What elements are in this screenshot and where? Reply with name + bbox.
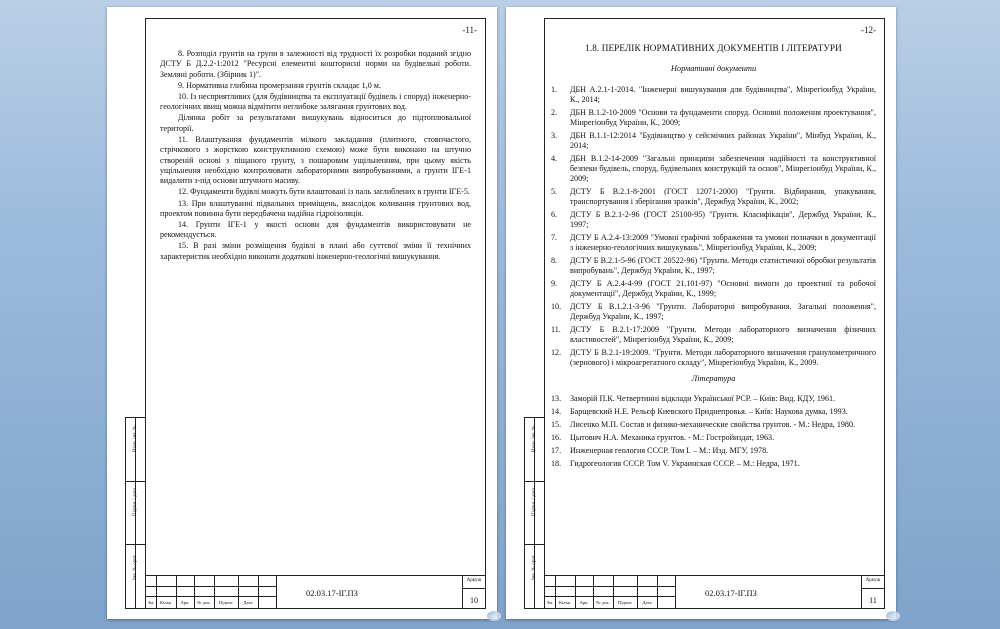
reference-number: 8.	[551, 255, 558, 265]
col-label: Зм.	[147, 600, 155, 605]
reference-item	[551, 256, 876, 276]
reference-item	[551, 233, 876, 253]
reference-text: Барщевский Н.Е. Рельєф Киевского Приднепровья. – Київ: Наукова думка, 1993.	[570, 406, 848, 416]
normative-list	[551, 85, 876, 368]
sheet-number: 11	[869, 596, 877, 605]
paragraph: 8. Розподіл грунтів на групи в залежності від трудності їх розробки поданий згідно ДСТУ Б Д.2.2-1:2012 "Ресурсні елементні кошторисні норми на будівельні роботи. Земляні роботи. (Збірник 1)".	[160, 49, 471, 79]
reference-number: 12.	[551, 347, 562, 357]
side-label: Інв. № ориг.	[133, 554, 138, 580]
reference-number: 2.	[551, 107, 558, 117]
side-label: Взам. інв. №	[532, 425, 537, 452]
reference-text: ДСТУ Б В.1.2.1-3-96 "Грунти. Лабораторні випробування. Загальні положення", Держбуд України, К., 1997;	[570, 301, 876, 321]
reference-text: Гидрогеология СССР. Том V. Украинская СССР. – М.: Недра, 1971.	[570, 458, 800, 468]
reference-item	[551, 407, 876, 417]
col-label: Кільк.	[558, 600, 572, 605]
side-label: Підпис і дата	[133, 487, 138, 516]
col-label: Арк.	[579, 600, 589, 605]
reference-number: 15.	[551, 419, 562, 429]
page-number: -11-	[462, 25, 477, 35]
col-label: № док.	[197, 600, 211, 605]
col-label: Підпис	[219, 600, 233, 605]
paragraph: 10. Із несприятливих (для будівництва та експлуатації будівель і споруд) інженерно-геологічних явищ можна відмітити неглибоке залягання грунтових вод.	[160, 91, 471, 112]
reference-number: 5.	[551, 186, 558, 196]
reference-number: 1.	[551, 84, 558, 94]
page-content	[160, 49, 471, 263]
reference-item	[551, 154, 876, 184]
reference-number: 4.	[551, 153, 558, 163]
reference-number: 16.	[551, 432, 562, 442]
reference-text: ДСТУ Б В.2.1-5-96 (ГОСТ 20522-96) "Грунти. Методи статистичної обробки результатів випробувань", Держбуд України, К., 1997;	[570, 255, 876, 275]
col-label: Підпис	[618, 600, 632, 605]
reference-item	[551, 187, 876, 207]
document-code: 02.03.17-ІГ.ПЗ	[705, 588, 757, 598]
reference-number: 6.	[551, 209, 558, 219]
col-label: Дата	[642, 600, 652, 605]
reference-number: 13.	[551, 393, 562, 403]
sheet-label: Аркуш	[865, 578, 881, 583]
paragraph: 15. В разі зміни розміщення будівлі в плані або суттєвої зміни її технічних характеристик необхідно виконати додаткові інженерно-геологічні вишукування.	[160, 241, 471, 261]
reference-text: ДСТУ Б В.2.1-2-96 (ГОСТ 25100-95) "Грунти. Класифікація", Держбуд України, К., 1997;	[570, 209, 876, 229]
reference-text: ДБН А.2.1-1-2014. "Інженерні вишукування для будівництва", Мінрегіонбуд України, К., 2014;	[570, 84, 876, 104]
title-block	[146, 575, 485, 608]
reference-item	[551, 433, 876, 443]
literature-heading: Література	[691, 373, 736, 383]
reference-item	[551, 302, 876, 322]
reference-number: 9.	[551, 278, 558, 288]
paragraph: Ділянка робіт за результатами вишукувань відноситься до підтоплювальної території.	[160, 113, 471, 133]
reference-text: ДБН В.1.2-10-2009 "Основи та фундаменти споруд. Основні положення проектування", Мінрегіонбуд України, К., 2009;	[570, 107, 876, 127]
document-code: 02.03.17-ІГ.ПЗ	[306, 588, 358, 598]
reference-text: ДСТУ Б В.2.1-8-2001 (ГОСТ 12071-2000) "Грунти. Відбирання, упакування, транспортування і зберігання зразків", Держбуд України, К., 2002;	[570, 186, 876, 206]
reference-item	[551, 131, 876, 151]
reference-item	[551, 348, 876, 368]
reference-text: ДБН В.1.2-14-2009 "Загальні принципи забезпечення надійності та конструктивної безпеки будівель, споруд, будівельних конструкцій та основ", Мінрегіонбуд України, К., 2009;	[570, 153, 876, 183]
page-number: -12-	[861, 25, 876, 35]
reference-item	[551, 279, 876, 299]
paragraph: 14. Грунти ІГЕ-1 у якості основи для фундаментів використовувати не рекомендується.	[160, 219, 471, 240]
reference-item	[551, 420, 876, 430]
document-page-left	[107, 7, 497, 619]
reference-item	[551, 85, 876, 105]
reference-text: ДСТУ Б В.2.1-19:2009. "Грунти. Методи лабораторного визначення гранулометричного (зернового) і мікроагрегатного складу", Мінрегіонбуд України, К., 2009.	[570, 347, 876, 367]
paragraph: 11. Влаштування фундаментів мілкого закладання (плитного, стовпчастого, стрічкового з жорсткою конструктивною схемою) може бути виконано на штучно створеній основі з піщаного грунту, з пошаровим ущільненням, при цьому якість ущільнення необхідно контролювати лабораторними випробуваннями, а грунти ІГЕ-1 видалити з-під основи штучного масиву.	[160, 134, 471, 186]
col-label: Зм.	[546, 600, 554, 605]
col-label: Кільк.	[159, 600, 173, 605]
reference-item	[551, 108, 876, 128]
reference-text: Заморій П.К. Четвертинні відклади Української РСР. – Київ: Вид. КДУ, 1961.	[570, 393, 836, 403]
reference-number: 14.	[551, 406, 562, 416]
reference-number: 17.	[551, 445, 562, 455]
reference-item	[551, 394, 876, 404]
col-label: Дата	[243, 600, 253, 605]
title-block-columns	[545, 597, 675, 608]
paragraph: 13. При влаштуванні підвальних приміщень, внаслідок коливання грунтових вод, проектом повинна бути передбачена надійна гідроізоляція.	[160, 198, 471, 218]
reference-text: ДСТУ Б В.2.1-17:2009 "Грунти. Методи лабораторного визначення фізичних властивостей", Мінрегіонбуд України, К., 2009;	[570, 324, 876, 344]
sheet-cell	[462, 576, 485, 608]
side-label: Інв. № ориг.	[532, 554, 537, 580]
paragraph: 12. Фундаменти будівлі можуть бути влаштовані із паль заглиблених в грунти ІГЕ-5.	[178, 187, 470, 197]
page-frame	[145, 18, 486, 609]
reference-number: 18.	[551, 458, 562, 468]
reference-item	[551, 446, 876, 456]
reference-text: Цытович Н.А. Механика грунтов. - М.: Гостройиздат, 1963.	[570, 432, 775, 442]
section-title: 1.8. ПЕРЕЛІК НОРМАТИВНИХ ДОКУМЕНТІВ І ЛІТЕРАТУРИ	[585, 43, 842, 53]
reference-item	[551, 459, 876, 469]
reference-text: Инженерная геология СССР. Том I. – М.: Изд. МГУ, 1978.	[570, 445, 769, 455]
reference-item	[551, 210, 876, 230]
reference-number: 10.	[551, 301, 562, 311]
title-block-columns	[146, 597, 276, 608]
reference-text: ДСТУ Б А.2.4-13:2009 "Умовні графічні зображення та умовні позначки в документації з інженерно-геологічних вишукувань", Мінрегіонбуд України, К., 2009;	[570, 232, 876, 252]
col-label: № док.	[596, 600, 610, 605]
reference-number: 3.	[551, 130, 558, 140]
reference-text: ДБН В.1.1-12:2014 "Будівництво у сейсмічних районах України", Мінбуд України, К., 2014;	[570, 130, 876, 150]
side-stamp	[524, 417, 544, 609]
literature-list	[551, 394, 876, 469]
page-frame	[544, 18, 885, 609]
col-label: Арк.	[180, 600, 190, 605]
side-stamp	[125, 417, 145, 609]
page-curl	[487, 611, 501, 621]
title-block	[545, 575, 884, 608]
sheet-cell	[861, 576, 884, 608]
sheet-number: 10	[470, 596, 478, 605]
page-content	[551, 43, 876, 472]
sheet-label: Аркуш	[466, 578, 482, 583]
paragraph: 9. Нормативна глибина промерзання грунтів складає 1,0 м.	[178, 80, 381, 90]
side-label: Взам. інв. №	[133, 425, 138, 452]
reference-number: 7.	[551, 232, 558, 242]
reference-text: ДСТУ Б А.2.4-4-99 (ГОСТ 21.101-97) "Основні вимоги до проектної та робочої документації", Держбуд України, К., 1999;	[570, 278, 876, 298]
page-curl	[886, 611, 900, 621]
reference-item	[551, 325, 876, 345]
normative-heading: Нормативні документи	[670, 64, 757, 74]
document-page-right	[506, 7, 896, 619]
reference-text: Лисенко М.П. Состав и физико-механические свойства грунтов. - М.: Недра, 1980.	[570, 419, 856, 429]
reference-number: 11.	[551, 324, 561, 334]
side-label: Підпис і дата	[532, 487, 537, 516]
